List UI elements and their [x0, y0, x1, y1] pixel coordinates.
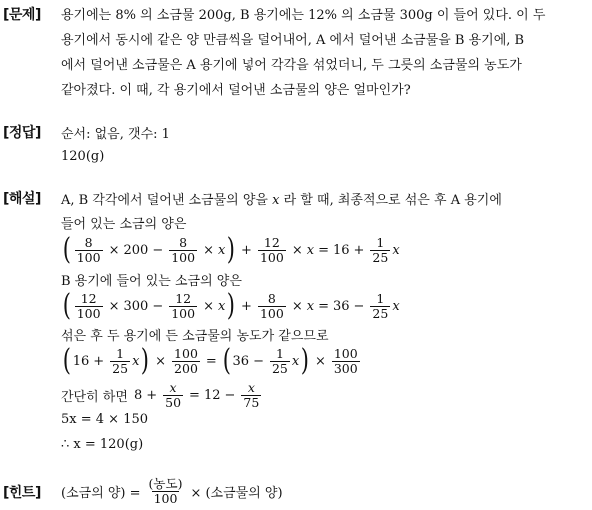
hint-formula: (소금의 양) = $\frac{\text{(농도)}}{100}$ × (소금물의 양)	[61, 475, 283, 506]
answer-order-line: 순서: 없음, 갯수: 1	[61, 127, 170, 142]
equation-step5: 5x = 4 × 150	[61, 412, 149, 427]
explanation-intro-line-1	[61, 189, 502, 208]
answer-label: [정답]	[3, 125, 41, 141]
explanation-label: [해설]	[3, 191, 41, 207]
explanation-b-intro: B 용기에 들어 있는 소금의 양은	[61, 274, 242, 289]
problem-line-1: 용기에는 8% 의 소금물 200g, B 용기에는 12% 의 소금물 300g 이 들어 있다. 이 두	[61, 8, 546, 23]
equation-salt-a: ( $\frac{8}{100}$ × 200 − $\frac{8}{100}$ × x ) + $\frac{12}{100}$ × x = 16 + $\frac{1}{25}$ x	[62, 232, 400, 267]
problem-line-2: 용기에서 동시에 같은 양 만큼씩을 덜어내어, A 에서 덜어낸 소금물을 B 용기에, B	[61, 33, 525, 48]
equation-concentration: ( 16 + $\frac{1}{25}$ x ) × $\frac{100}{200}$ = ( 36 − $\frac{1}{25}$ x ) × $\frac{100}{300}$	[62, 343, 358, 378]
problem-label: [문제]	[3, 7, 41, 23]
answer-value: 120(g)	[61, 149, 105, 164]
equation-simplified: 간단히 하면 8 + $\frac{x}{50}$ = 12 − $\frac{x}{75}$	[61, 379, 260, 410]
problem-line-3: 에서 덜어낸 소금물은 A 용기에 넣어 각각을 섞었더니, 두 그릇의 소금물의 농도가	[61, 58, 522, 73]
variable-x: x	[272, 193, 280, 208]
intro-text-a: A, B 각각에서 덜어낸 소금물의 양을	[61, 193, 268, 208]
intro-text-b: 라 할 때, 최종적으로 섞은 후 A 용기에	[283, 193, 502, 208]
explanation-intro-line-2: 들어 있는 소금의 양은	[61, 217, 187, 232]
problem-line-4: 같아졌다. 이 때, 각 용기에서 덜어낸 소금물의 양은 얼마인가?	[61, 83, 411, 98]
equation-salt-b: ( $\frac{12}{100}$ × 300 − $\frac{12}{100}$ × x ) + $\frac{8}{100}$ × x = 36 − $\frac{1}{25}$ x	[62, 288, 400, 323]
explanation-mix-intro: 섞은 후 두 용기에 든 소금물의 농도가 같으므로	[61, 329, 329, 344]
equation-conclusion: ∴ x = 120(g)	[61, 437, 144, 452]
hint-label: [힌트]	[3, 485, 41, 501]
